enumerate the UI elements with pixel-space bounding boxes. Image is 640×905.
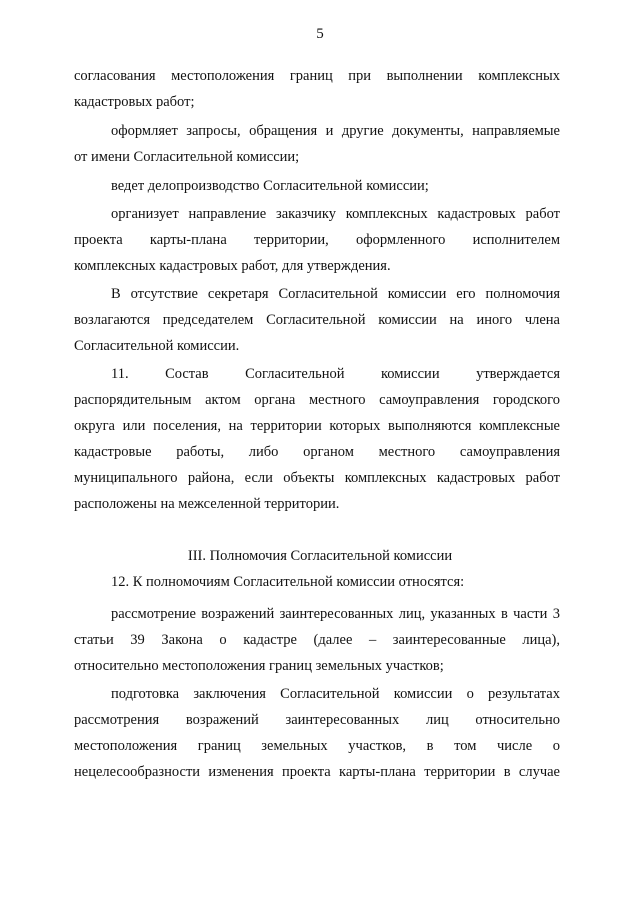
text-line: нецелесообразности изменения проекта карты-плана территории в случае bbox=[74, 764, 560, 780]
text-line: 12. К полномочиям Согласительной комиссии относятся: bbox=[111, 574, 465, 590]
text-line: подготовка заключения Согласительной комиссии о результатах bbox=[111, 686, 560, 702]
section-heading: III. Полномочия Согласительной комиссии bbox=[187, 548, 453, 564]
page-number: 5 bbox=[316, 26, 324, 42]
text-line: рассмотрения возражений заинтересованных лиц относительно bbox=[74, 712, 560, 728]
text-line: расположены на межселенной территории. bbox=[74, 496, 340, 512]
text-line: комплексных кадастровых работ, для утверждения. bbox=[74, 258, 391, 274]
text-line: статьи 39 Закона о кадастре (далее – заинтересованные лица), bbox=[74, 632, 560, 648]
text-line: местоположения границ земельных участков, в том числе о bbox=[74, 738, 560, 754]
text-line: организует направление заказчику комплексных кадастровых работ bbox=[111, 206, 560, 222]
text-line: 11. Состав Согласительной комиссии утверждается bbox=[111, 366, 560, 382]
text-line: распорядительным актом органа местного самоуправления городского bbox=[74, 392, 560, 408]
text-line: рассмотрение возражений заинтересованных лиц, указанных в части 3 bbox=[111, 606, 560, 622]
text-line: проекта карты-плана территории, оформленного исполнителем bbox=[74, 232, 560, 248]
text-line: от имени Согласительной комиссии; bbox=[74, 149, 300, 165]
text-line: оформляет запросы, обращения и другие документы, направляемые bbox=[111, 123, 560, 139]
text-line: возлагаются председателем Согласительной комиссии на иного члена bbox=[74, 312, 560, 328]
text-line: ведет делопроизводство Согласительной комиссии; bbox=[111, 178, 429, 194]
text-line: относительно местоположения границ земельных участков; bbox=[74, 658, 444, 674]
text-line: кадастровые работы, либо органом местного самоуправления bbox=[74, 444, 560, 460]
text-line: Согласительной комиссии. bbox=[74, 338, 240, 354]
text-line: округа или поселения, на территории которых выполняются комплексные bbox=[74, 418, 560, 434]
text-line: кадастровых работ; bbox=[74, 94, 195, 110]
text-line: В отсутствие секретаря Согласительной комиссии его полномочия bbox=[111, 286, 560, 302]
text-line: муниципального района, если объекты комплексных кадастровых работ bbox=[74, 470, 560, 486]
text-line: согласования местоположения границ при выполнении комплексных bbox=[74, 68, 560, 84]
